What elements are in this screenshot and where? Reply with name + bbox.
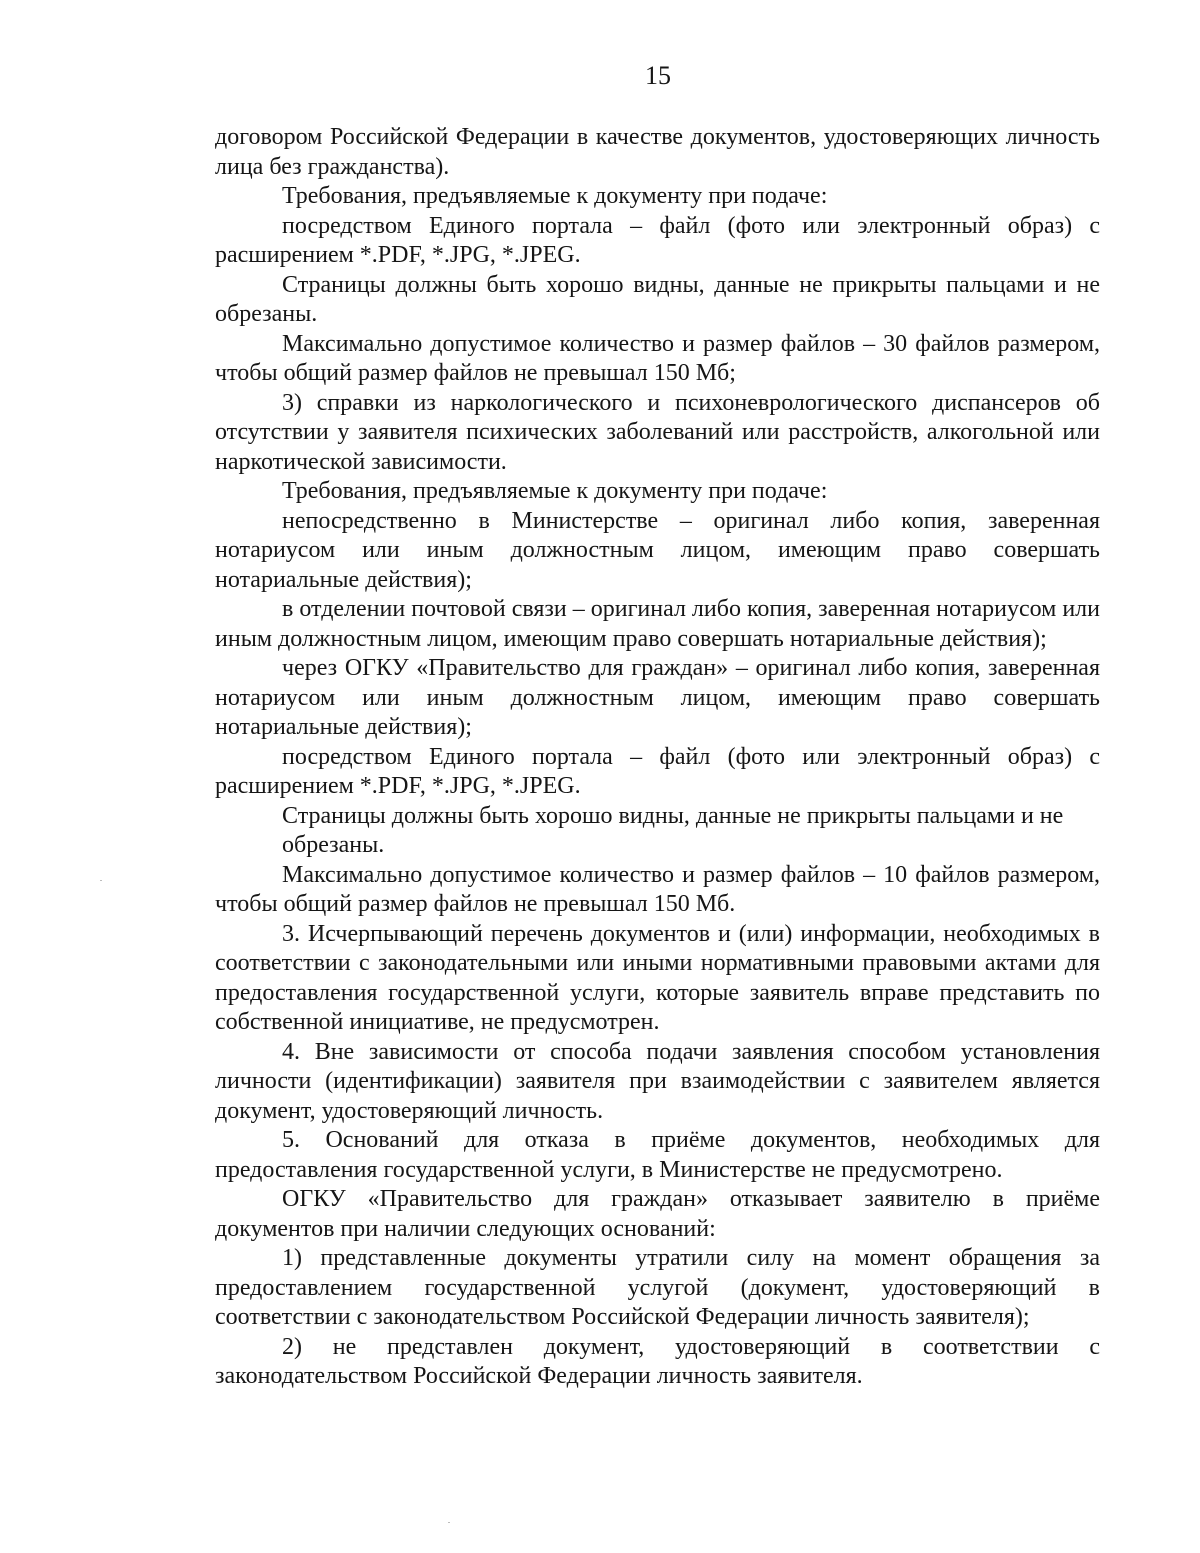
paragraph: ОГКУ «Правительство для граждан» отказывает заявителю в приёме документов при наличии следующих оснований: [215,1186,1100,1242]
paragraph: 3. Исчерпывающий перечень документов и (или) информации, необходимых в соответствии с законодательными или иными нормативными правовыми актами для предоставления государственной услуги, которые заявитель вправе представить по собственной инициативе, не предусмотрен. [215,920,1100,1035]
paragraph: непосредственно в Министерстве – оригинал либо копия, заверенная нотариусом или иным должностным лицом, имеющим право совершать нотариальные действия); [215,507,1100,593]
paragraph: Требования, предъявляемые к документу при подаче: [282,183,828,209]
paragraph: Страницы должны быть хорошо видны, данные не прикрыты пальцами и не обрезаны. [215,271,1100,327]
paragraph: 4. Вне зависимости от способа подачи заявления способом установления личности (идентификации) заявителя при взаимодействии с заявителем является документ, удостоверяющий личность. [215,1038,1100,1124]
paragraph: 3) справки из наркологического и психоневрологического диспансеров об отсутствии у заявителя психических заболеваний или расстройств, алкогольной или наркотической зависимости. [215,389,1100,475]
paragraph: 2) не представлен документ, удостоверяющий в соответствии с законодательством Российской Федерации личность заявителя. [215,1333,1100,1389]
paragraph: договором Российской Федерации в качестве документов, удостоверяющих личность лица без гражданства). [215,124,1100,180]
paragraph: 1) представленные документы утратили силу на момент обращения за предоставлением государственной услугой (документ, удостоверяющий в соответствии с законодательством Российской Федерации личность заявителя); [215,1245,1100,1330]
scan-speck [448,1522,450,1523]
paragraph: посредством Единого портала – файл (фото или электронный образ) с расширением *.PDF, *.JPG, *.JPEG. [215,743,1100,799]
page-number: 15 [645,61,671,90]
paragraph: посредством Единого портала – файл (фото или электронный образ) с расширением *.PDF, *.JPG, *.JPEG. [215,212,1100,268]
paragraph: 5. Оснований для отказа в приёме документов, необходимых для предоставления государственной услуги, в Министерстве не предусмотрено. [215,1127,1100,1183]
paragraph: через ОГКУ «Правительство для граждан» – оригинал либо копия, заверенная нотариусом или иным должностным лицом, имеющим право совершать нотариальные действия); [215,655,1100,740]
paragraph: Требования, предъявляемые к документу при подаче: [282,478,828,504]
paragraph: Максимально допустимое количество и размер файлов – 10 файлов размером, чтобы общий размер файлов не превышал 150 Мб. [215,861,1100,917]
paragraph: в отделении почтовой связи – оригинал либо копия, заверенная нотариусом или иным должностным лицом, имеющим право совершать нотариальные действия); [215,596,1100,652]
paragraph: Страницы должны быть хорошо видны, данные не прикрыты пальцами и не обрезаны. [282,802,1064,858]
scan-speck [100,880,102,881]
document-body [215,123,1100,1392]
paragraph: Максимально допустимое количество и размер файлов – 30 файлов размером, чтобы общий размер файлов не превышал 150 Мб; [215,330,1100,386]
